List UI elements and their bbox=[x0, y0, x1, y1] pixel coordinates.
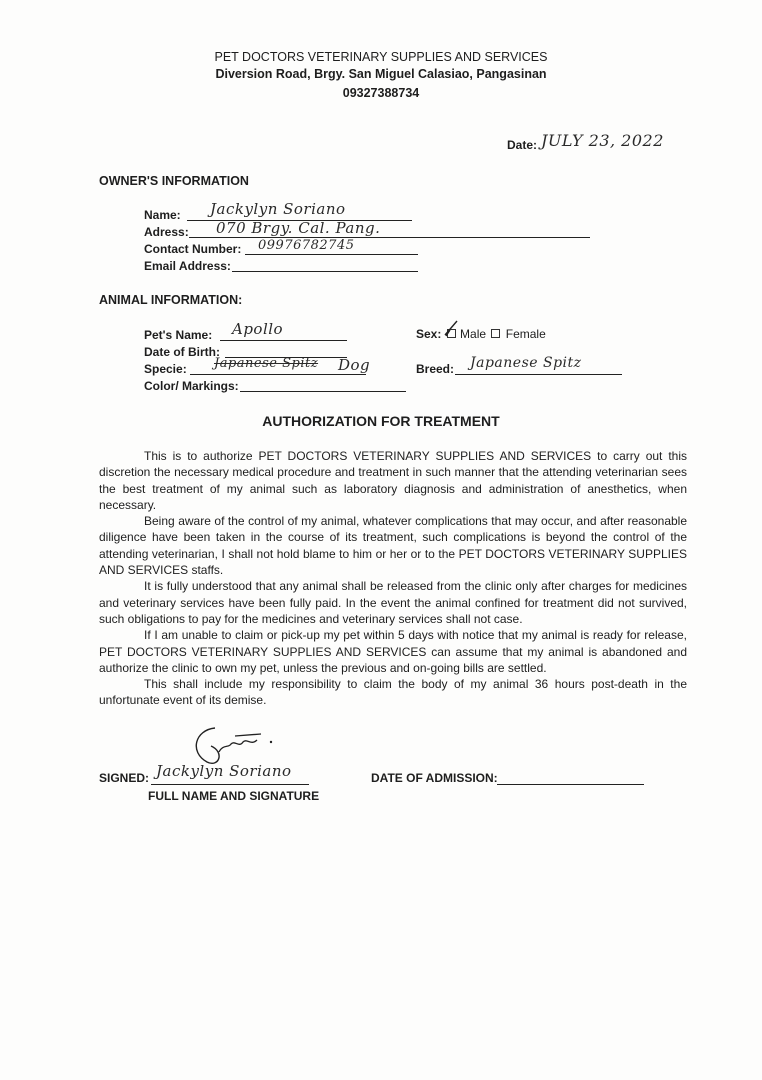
check-mark-icon bbox=[443, 319, 459, 339]
owner-section-title: OWNER'S INFORMATION bbox=[99, 174, 249, 188]
sex-label: Sex: bbox=[416, 327, 442, 341]
breed-value: Japanese Spitz bbox=[470, 355, 582, 371]
breed-line bbox=[455, 374, 622, 375]
owner-address-label: Adress: bbox=[144, 225, 189, 239]
date-value: JULY 23, 2022 bbox=[541, 131, 664, 150]
authorization-title: AUTHORIZATION FOR TREATMENT bbox=[262, 413, 500, 429]
sex-field bbox=[416, 327, 546, 341]
paragraph: This is to authorize PET DOCTORS VETERINARY SUPPLIES AND SERVICES to carry out this discretion the necessary medical procedure and treatment in such manner that the attending veterinarian sees the best treatment of my animal such as laboratory diagnosis and administration of anesthetics, when necessary. bbox=[99, 449, 687, 512]
signed-label: SIGNED: bbox=[99, 771, 150, 785]
specie-value: Dog bbox=[338, 356, 371, 374]
paragraph: This shall include my responsibility to claim the body of my animal 36 hours post-death in the unfortunate event of its demise. bbox=[99, 677, 687, 708]
specie-line bbox=[190, 374, 366, 375]
color-line bbox=[240, 391, 406, 392]
sex-male-checkbox[interactable] bbox=[445, 327, 457, 341]
sex-female-checkbox[interactable] bbox=[491, 329, 500, 338]
business-phone: 09327388734 bbox=[342, 86, 420, 100]
email-line bbox=[232, 271, 418, 272]
color-label: Color/ Markings: bbox=[144, 379, 239, 393]
owner-address-value: 070 Brgy. Cal. Pang. bbox=[216, 219, 381, 237]
specie-struck-value: Japanese Spitz bbox=[214, 356, 319, 371]
business-name: PET DOCTORS VETERINARY SUPPLIES AND SERVICES bbox=[214, 50, 548, 64]
paragraph: It is fully understood that any animal shall be released from the clinic only after charges for medicines and veterinary services have been fully paid. In the event the animal confined for treatment did not survived, such obligations to pay for the medicines and veterinary services shall not case. bbox=[99, 579, 687, 626]
owner-address-line bbox=[189, 237, 590, 238]
paragraph: Being aware of the control of my animal, whatever complications that may occur, and after reasonable diligence have been taken in the course of its treatment, such complications is beyond the control of the attending veterinarian, I shall not hold blame to him or her or to the PET DOCTORS VETERINARY SUPPLIES AND SERVICES staffs. bbox=[99, 514, 687, 578]
signed-line bbox=[151, 784, 309, 785]
dob-label: Date of Birth: bbox=[144, 345, 220, 359]
authorization-body bbox=[99, 448, 687, 709]
email-label: Email Address: bbox=[144, 259, 231, 273]
admission-label: DATE OF ADMISSION: bbox=[371, 771, 498, 785]
date-label: Date: bbox=[507, 138, 538, 152]
breed-label: Breed: bbox=[416, 362, 455, 376]
signature-caption: FULL NAME AND SIGNATURE bbox=[148, 789, 320, 803]
contact-line bbox=[245, 254, 418, 255]
business-address: Diversion Road, Brgy. San Miguel Calasiao, Pangasinan bbox=[215, 67, 547, 81]
pet-name-label: Pet's Name: bbox=[144, 328, 213, 342]
owner-name-label: Name: bbox=[144, 208, 181, 222]
contact-label: Contact Number: bbox=[144, 242, 242, 256]
paragraph: If I am unable to claim or pick-up my pet within 5 days with notice that my animal is ready for release, PET DOCTORS VETERINARY SUPPLIES AND SERVICES can assume that my animal is abandoned and authorize the clinic to own my pet, unless the previous and on-going bills are settled. bbox=[99, 628, 687, 675]
pet-name-line bbox=[220, 340, 347, 341]
owner-name-value: Jackylyn Soriano bbox=[210, 200, 346, 218]
sex-female-label: Female bbox=[505, 327, 546, 341]
signed-value: Jackylyn Soriano bbox=[156, 762, 292, 780]
admission-line bbox=[497, 784, 644, 785]
pet-name-value: Apollo bbox=[232, 320, 284, 338]
specie-label: Specie: bbox=[144, 362, 187, 376]
contact-value: 09976782745 bbox=[258, 238, 355, 253]
animal-section-title: ANIMAL INFORMATION: bbox=[99, 293, 243, 307]
sex-male-label: Male bbox=[460, 327, 487, 341]
